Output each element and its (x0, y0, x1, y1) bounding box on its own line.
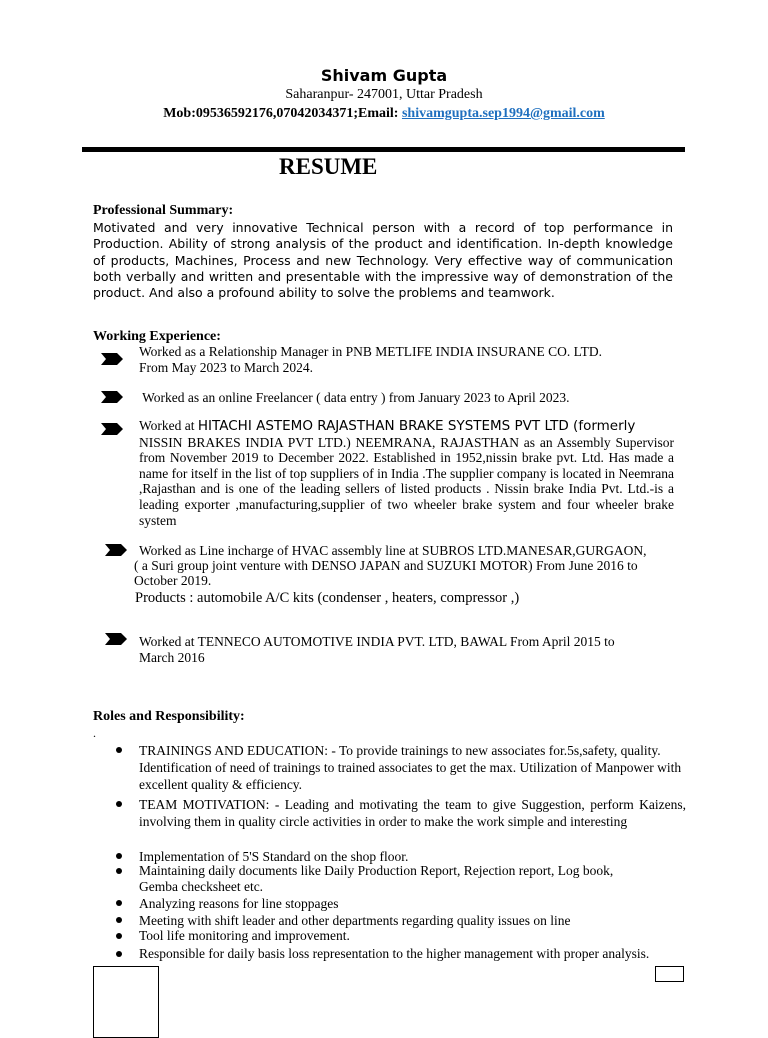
experience-item-5-line1: Worked at TENNECO AUTOMOTIVE INDIA PVT. LTD, BAWAL From April 2015 to (139, 634, 615, 649)
experience-item-2: Worked as an online Freelancer ( data entry ) from January 2023 to April 2023. (139, 390, 570, 405)
experience-item-4-line1: Worked as Line incharge of HVAC assembly line at SUBROS LTD.MANESAR,GURGAON, (139, 543, 647, 558)
experience-item-5 (139, 634, 679, 665)
experience-item-3 (139, 418, 674, 528)
empty-frame-small (655, 966, 684, 982)
experience-item-3-company: HITACHI ASTEMO RAJASTHAN BRAKE SYSTEMS PVT LTD (formerly (197, 418, 636, 434)
experience-item-4-products: Products : automobile A/C kits (condenser , heaters, compressor ,) (135, 590, 520, 606)
experience-item-4-line3: October 2019. (134, 573, 212, 588)
arrow-bullet-icon (101, 423, 121, 435)
role-item-2: TEAM MOTIVATION: - Leading and motivating the team to give Suggestion, perform Kaizens, involving them in quality circle activities in order to make the work simple and interesting (139, 797, 686, 829)
experience-item-5-line2: March 2016 (139, 649, 205, 665)
experience-item-3-prefix: Worked at (139, 418, 198, 433)
contact-line (0, 106, 768, 122)
bullet-icon (116, 868, 122, 874)
role-item-8: Responsible for daily basis loss representation to the higher management with proper analysis. (139, 946, 650, 961)
document-title: RESUME (279, 154, 378, 179)
empty-frame (93, 966, 159, 1038)
summary-heading: Professional Summary: (93, 203, 234, 218)
candidate-name: Shivam Gupta (320, 66, 448, 85)
bullet-icon (116, 801, 122, 807)
experience-item-3-text: NISSIN BRAKES INDIA PVT LTD.) NEEMRANA, RAJASTHAN as an Assembly Supervisor from November 2019 to December 2022. Established in 1952,nissin brake pvt. Ltd. Has made a name for itself in the list of top suppliers of in India .The supplier company is located in Neemrana ,Rajasthan and is one of the leading sellers of listed products . Nissin brake India Pvt. Ltd.-is a leading exporter ,manufacturing,supplier of two wheeler brake system and four wheeler brake system (139, 434, 674, 528)
roles-heading: Roles and Responsibility: (93, 709, 245, 724)
summary-text: Motivated and very innovative Technical person with a record of top performance in Production. Ability of strong analysis of the product and identification. In-depth knowledge of products, Machines, Process and new Technology. Very effective way of communication both verbally and written and presentable with the impressive way of demonstration of the product. And also a profound ability to solve the problems and teamwork. (93, 220, 673, 301)
bullet-icon (116, 853, 122, 859)
experience-item-1-line1: Worked as a Relationship Manager in PNB METLIFE INDIA INSURANE CO. LTD. (139, 344, 602, 359)
role-item-6: Meeting with shift leader and other departments regarding quality issues on line (139, 913, 571, 928)
role-item-5: Analyzing reasons for line stoppages (139, 896, 339, 911)
experience-item-1-line2: From May 2023 to March 2024. (139, 359, 313, 375)
address: Saharanpur- 247001, Uttar Pradesh (285, 87, 483, 102)
arrow-bullet-icon (105, 544, 125, 556)
bullet-icon (116, 933, 122, 939)
email-link[interactable]: shivamgupta.sep1994@gmail.com (401, 106, 605, 121)
experience-heading: Working Experience: (93, 329, 221, 344)
bullet-icon (116, 917, 122, 923)
bullet-icon (116, 900, 122, 906)
contact-phone: Mob:09536592176,07042034371;Email: (163, 106, 402, 121)
arrow-bullet-icon (101, 391, 121, 403)
bullet-icon (116, 747, 122, 753)
arrow-bullet-icon (105, 633, 125, 645)
role-item-7: Tool life monitoring and improvement. (139, 928, 350, 943)
header-divider (82, 147, 685, 152)
bullet-icon (116, 951, 122, 957)
experience-item-4-line2: ( a Suri group joint venture with DENSO JAPAN and SUZUKI MOTOR) From June 2016 to (134, 558, 638, 573)
role-item-1: TRAININGS AND EDUCATION: - To provide trainings to new associates for.5s,safety, quality. Identification of need of trainings to trained associates to get the max. Utilization of Manpower with excellent quality & efficiency. (139, 743, 682, 792)
stray-mark: . (93, 726, 96, 740)
arrow-bullet-icon (101, 353, 121, 365)
role-item-3: Implementation of 5'S Standard on the shop floor. (139, 849, 409, 864)
experience-item-1 (139, 344, 679, 375)
role-item-4: Maintaining daily documents like Daily Production Report, Rejection report, Log book, Gemba checksheet etc. (139, 863, 614, 894)
